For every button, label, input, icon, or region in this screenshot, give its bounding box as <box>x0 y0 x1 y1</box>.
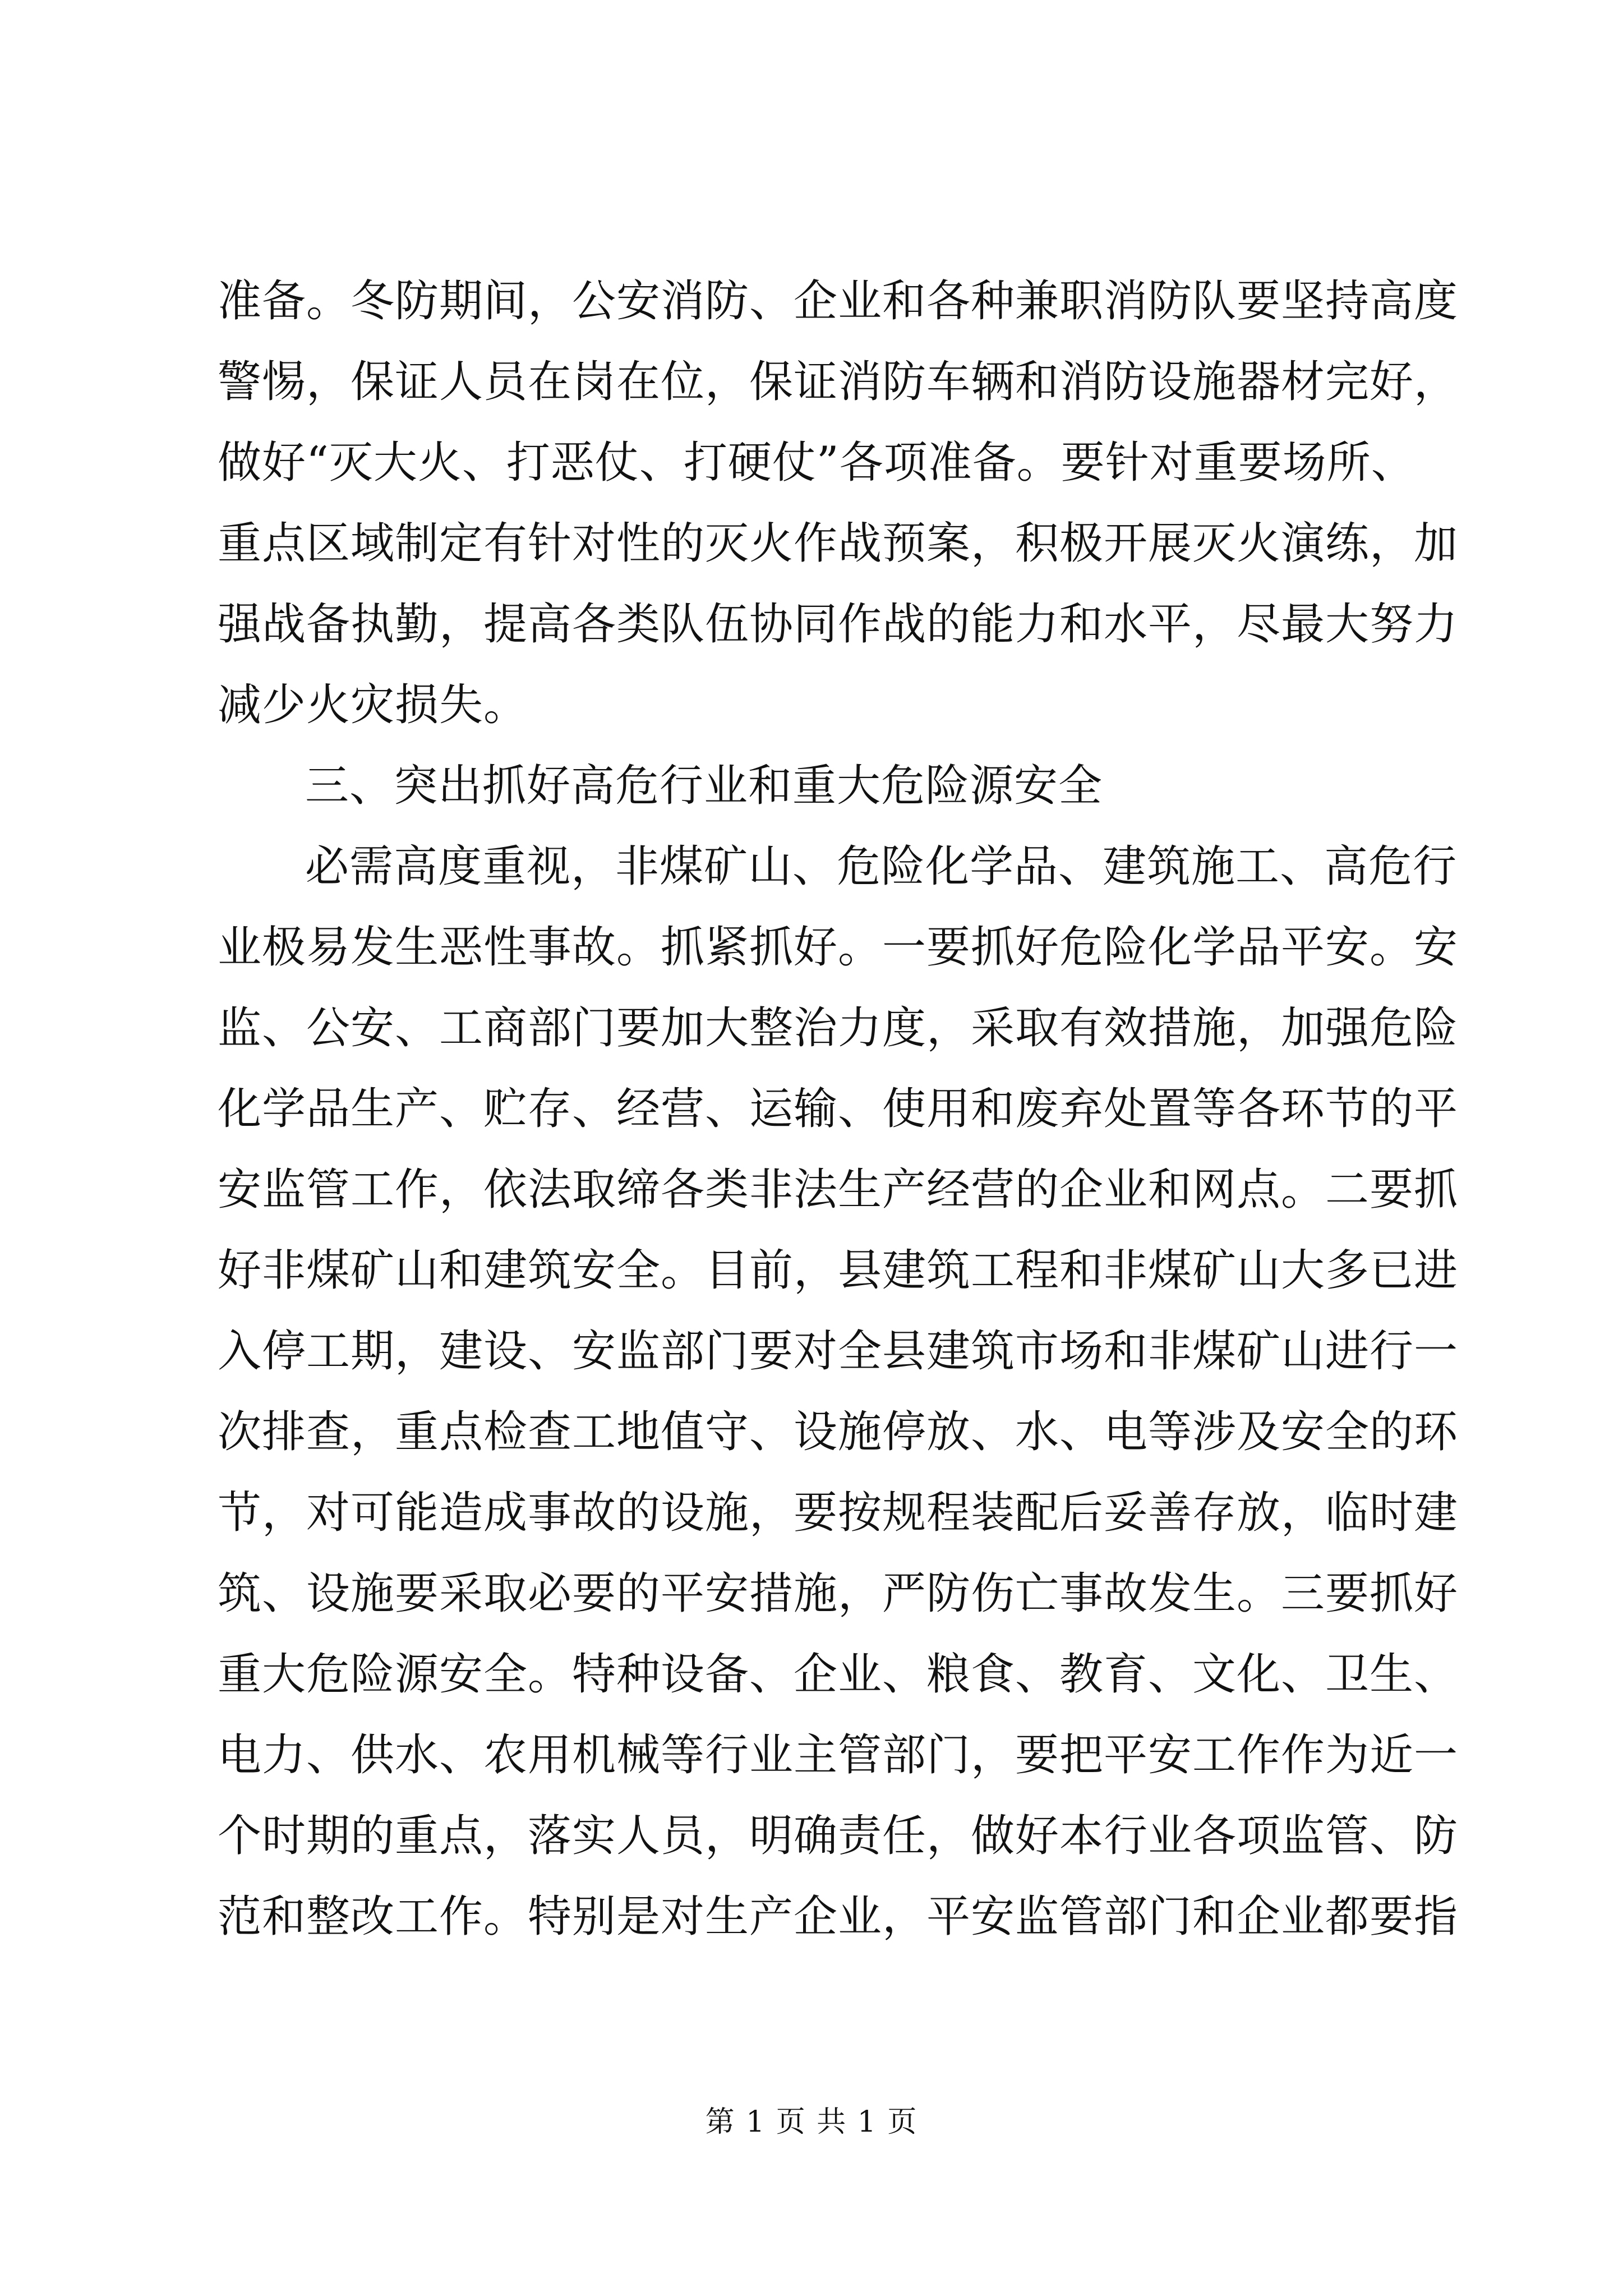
section-heading: 三、突出抓好高危行业和重大危险源安全 <box>305 761 1103 811</box>
paragraph-line: 做好“灭大火、打恶仗、打硬仗”各项准备。要针对重要场所、 <box>218 438 1415 488</box>
paragraph-line: 好非煤矿山和建筑安全。目前，县建筑工程和非煤矿山大多已进 <box>218 1245 1459 1296</box>
paragraph-line: 减少火灾损失。 <box>218 680 528 730</box>
paragraph-line: 节，对可能造成事故的设施，要按规程装配后妥善存放，临时建 <box>218 1488 1459 1538</box>
paragraph-line: 安监管工作，依法取缔各类非法生产经营的企业和网点。二要抓 <box>218 1165 1459 1215</box>
paragraph-line: 警惕，保证人员在岗在位，保证消防车辆和消防设施器材完好， <box>218 357 1459 407</box>
paragraph-line: 入停工期，建设、安监部门要对全县建筑市场和非煤矿山进行一 <box>218 1326 1459 1377</box>
document-body <box>218 261 1459 1957</box>
paragraph-line: 电力、供水、农用机械等行业主管部门，要把平安工作作为近一 <box>218 1730 1459 1780</box>
paragraph-line: 重点区域制定有针对性的灭火作战预案，积极开展灭火演练，加 <box>218 518 1459 569</box>
paragraph-line: 范和整改工作。特别是对生产企业，平安监管部门和企业都要指 <box>218 1892 1459 1942</box>
paragraph-line: 必需高度重视，非煤矿山、危险化学品、建筑施工、高危行 <box>305 841 1458 892</box>
paragraph-line: 监、公安、工商部门要加大整治力度，采取有效措施，加强危险 <box>218 1003 1459 1053</box>
paragraph-line: 个时期的重点，落实人员，明确责任，做好本行业各项监管、防 <box>218 1811 1459 1861</box>
page-footer: 第 1 页 共 1 页 <box>705 2105 918 2139</box>
paragraph-line: 化学品生产、贮存、经营、运输、使用和废弃处置等各环节的平 <box>218 1084 1459 1134</box>
paragraph-line: 准备。冬防期间，公安消防、企业和各种兼职消防队要坚持高度 <box>218 276 1459 326</box>
paragraph-line: 业极易发生恶性事故。抓紧抓好。一要抓好危险化学品平安。安 <box>218 922 1459 973</box>
paragraph-line: 强战备执勤，提高各类队伍协同作战的能力和水平，尽最大努力 <box>218 599 1459 650</box>
paragraph-line: 重大危险源安全。特种设备、企业、粮食、教育、文化、卫生、 <box>218 1649 1459 1700</box>
paragraph-line: 次排查，重点检查工地值守、设施停放、水、电等涉及安全的环 <box>218 1407 1459 1457</box>
paragraph-line: 筑、设施要采取必要的平安措施，严防伤亡事故发生。三要抓好 <box>218 1568 1459 1619</box>
